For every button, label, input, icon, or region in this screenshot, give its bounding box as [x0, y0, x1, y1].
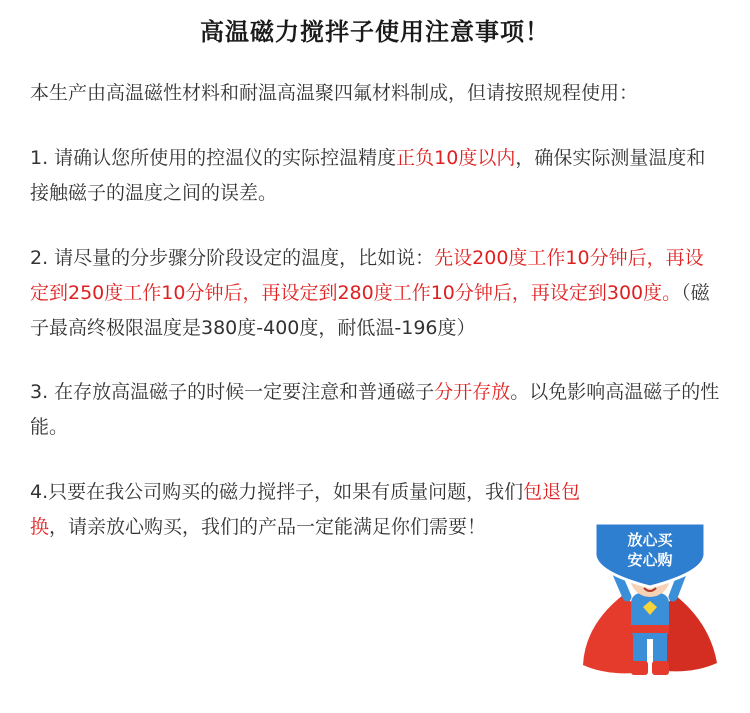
intro-text: 本生产由高温磁性材料和耐温高温聚四氟材料制成，但请按照规程使用： [30, 82, 639, 104]
item-2-highlight: 先设200度工作10分钟后，再设定到250度工作10分钟后，再设定到280度工作10分钟后，再设定到300度。 [30, 247, 704, 304]
item-3-suffix: 。以免影响高温磁子的性能。 [30, 381, 720, 438]
item-1 [30, 141, 720, 211]
page-title: 高温磁力搅拌子使用注意事项！ [200, 18, 550, 46]
left-leg [633, 633, 647, 665]
intro-paragraph [30, 76, 720, 111]
item-4-highlight: 包退包换 [30, 481, 581, 538]
item-3-prefix: 3. 在存放高温磁子的时候一定要注意和普通磁子 [30, 381, 435, 403]
right-boot [652, 661, 669, 675]
item-3-highlight: 分开存放 [434, 381, 511, 403]
shield-text-line2: 安心购 [627, 551, 673, 569]
right-leg [653, 633, 667, 665]
item-4 [30, 475, 590, 545]
left-boot [631, 661, 648, 675]
item-3 [30, 375, 720, 445]
belt [631, 625, 669, 633]
item-1-suffix: ，确保实际测量温度和接触磁子的温度之间的误差。 [30, 147, 706, 204]
item-4-suffix: ，请亲放心购买，我们的产品一定能满足你们需要！ [49, 516, 487, 538]
item-2-prefix: 2. 请尽量的分步骤分阶段设定的温度，比如说： [30, 247, 435, 269]
item-2 [30, 241, 720, 346]
item-1-highlight: 正负10度以内 [396, 147, 516, 169]
item-2-suffix: （磁子最高终极限温度是380度-400度，耐低温-196度） [30, 282, 710, 339]
item-1-prefix: 1. 请确认您所使用的控温仪的实际控温精度 [30, 147, 397, 169]
item-4-prefix: 4.只要在我公司购买的磁力搅拌子，如果有质量问题，我们 [30, 481, 524, 503]
mascot-illustration [575, 515, 725, 685]
shield-text-line1: 放心买 [627, 531, 673, 549]
